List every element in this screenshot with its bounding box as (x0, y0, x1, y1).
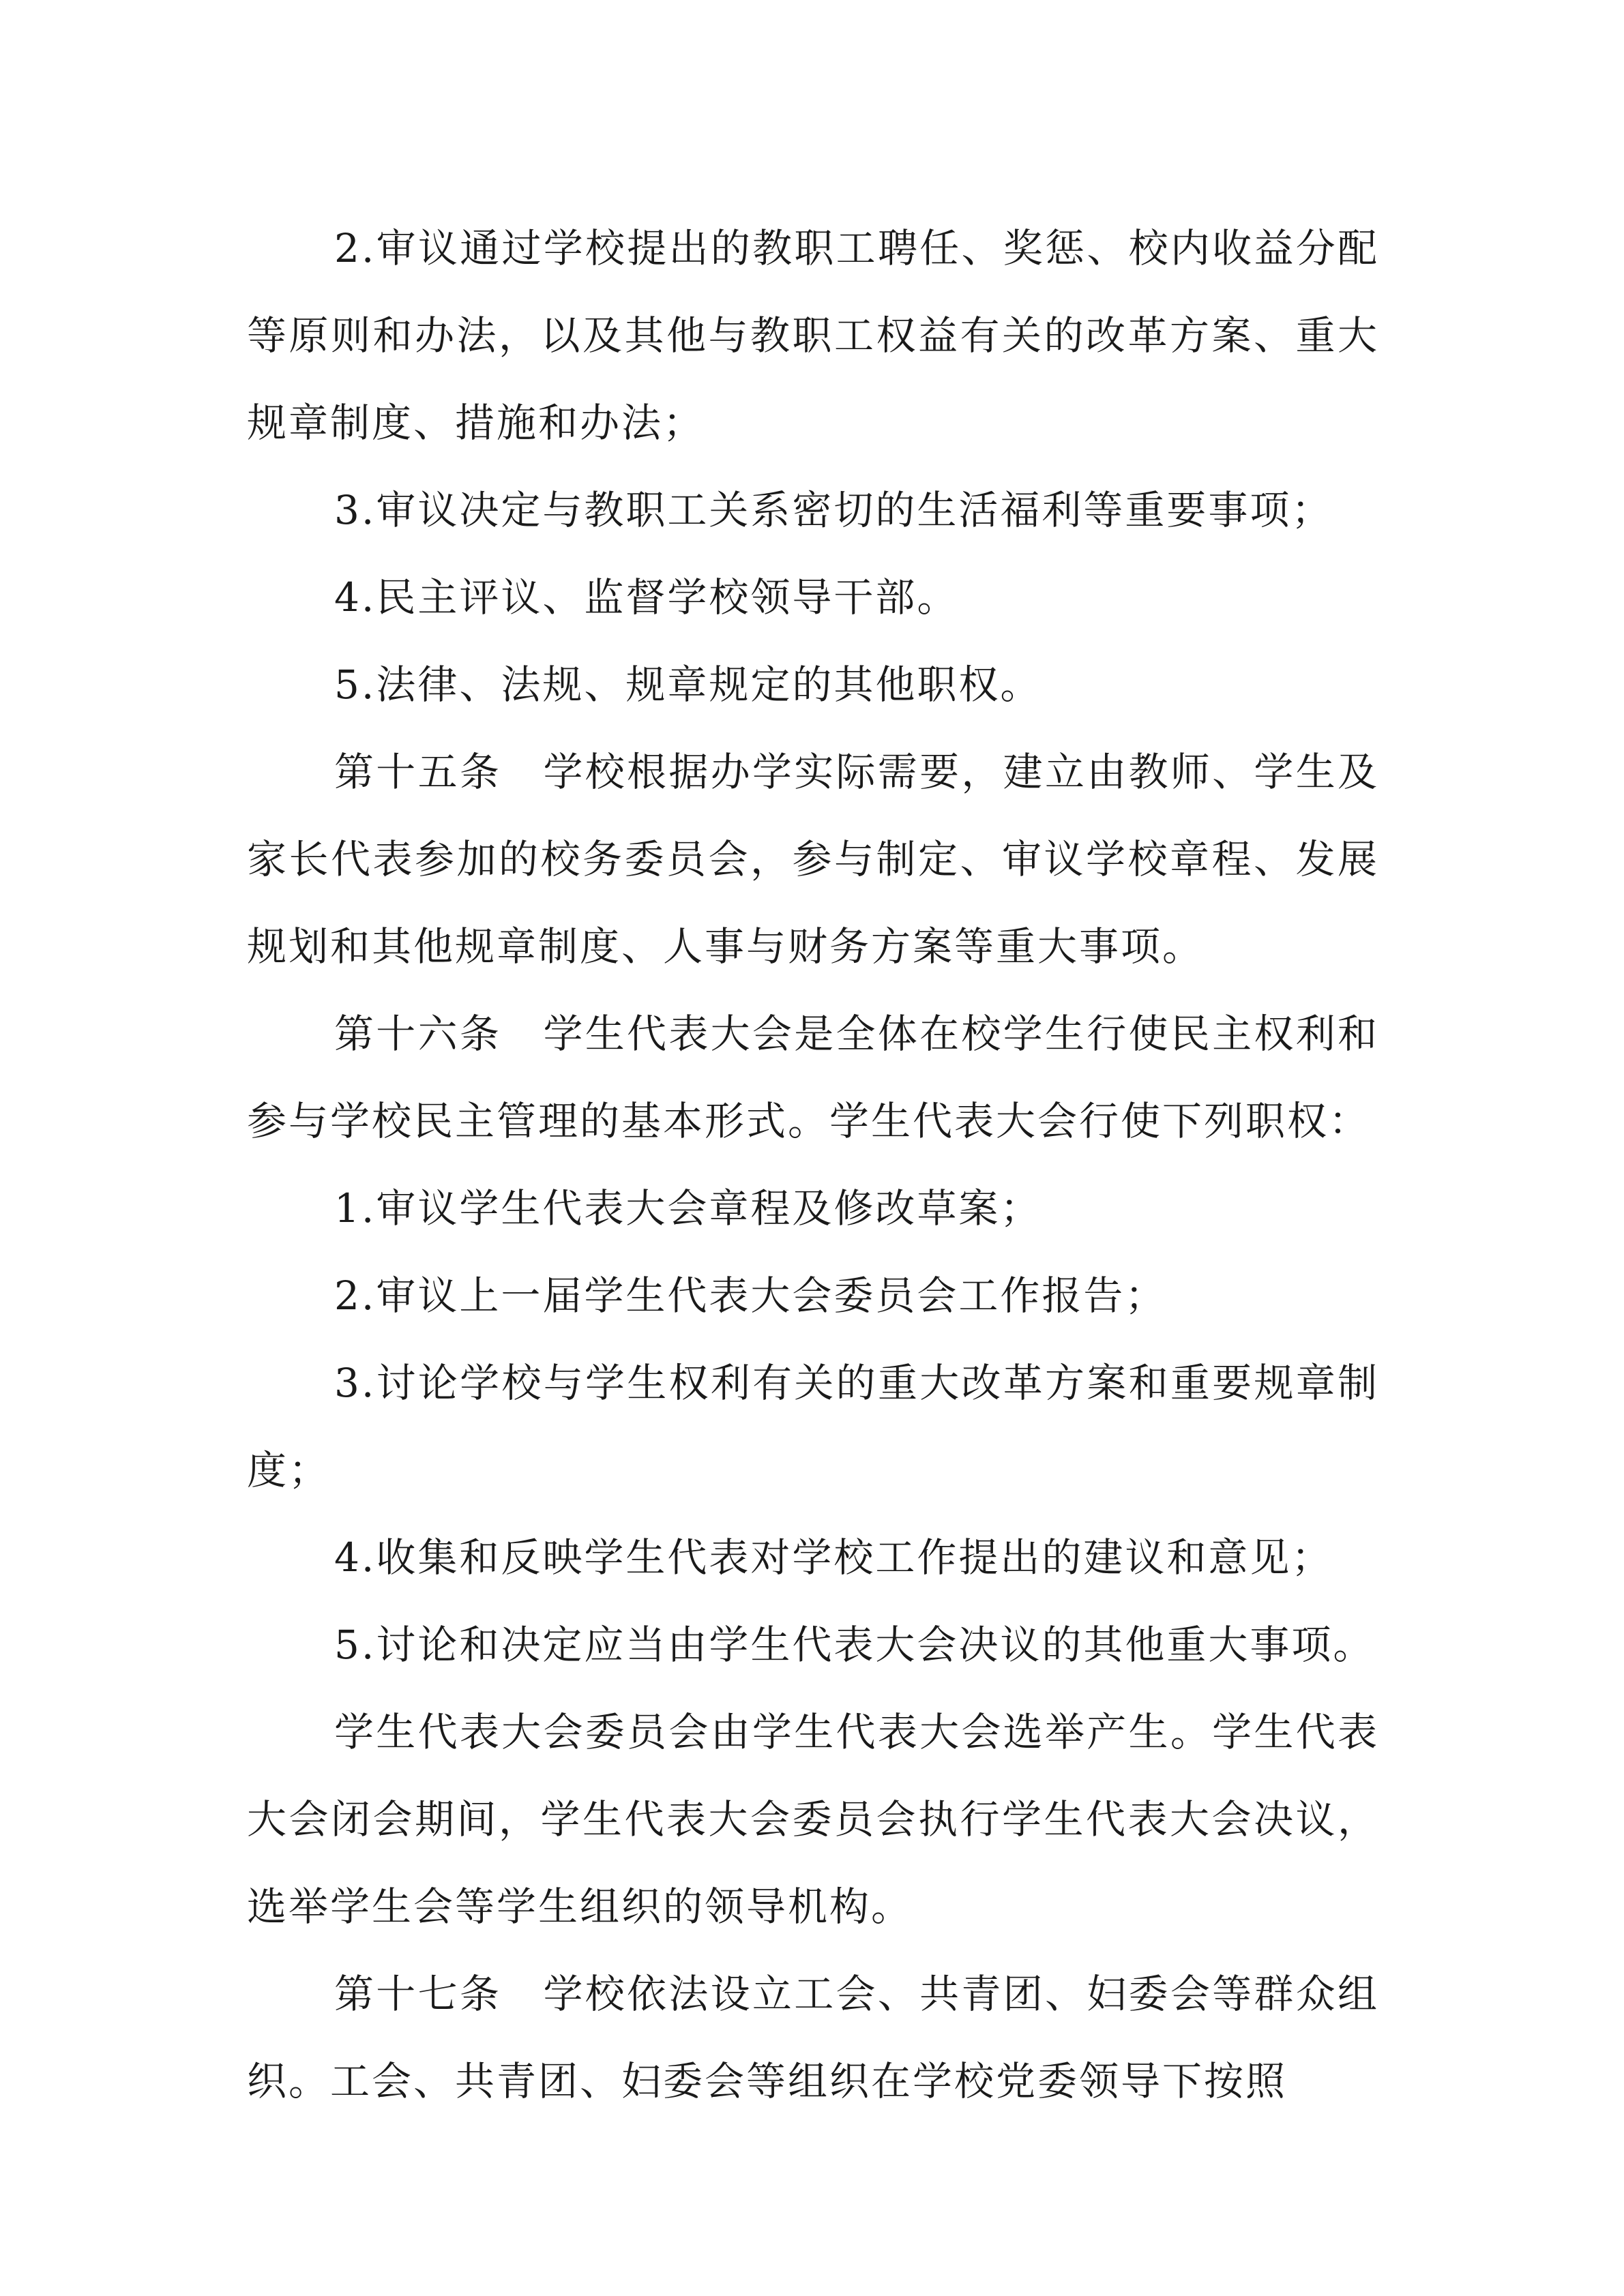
paragraph-article-15: 第十五条 学校根据办学实际需要，建立由教师、学生及家长代表参加的校务委员会，参与制定、审议学校章程、发展规划和其他规章制度、人事与财务方案等重大事项。 (247, 749, 1379, 970)
document-body (247, 205, 1379, 2125)
paragraph-student-item-4: 4.收集和反映学生代表对学校工作提出的建议和意见； (334, 1534, 1333, 1581)
paragraph-article-16: 第十六条 学生代表大会是全体在校学生行使民主权利和参与学校民主管理的基本形式。学生代表大会行使下列职权： (247, 1011, 1379, 1144)
paragraph-student-committee: 学生代表大会委员会由学生代表大会选举产生。学生代表大会闭会期间，学生代表大会委员会执行学生代表大会决议，选举学生会等学生组织的领导机构。 (247, 1709, 1379, 1930)
paragraph-item-5: 5.法律、法规、规章规定的其他职权。 (334, 661, 1042, 708)
paragraph-item-2: 2.审议通过学校提出的教职工聘任、奖惩、校内收益分配等原则和办法，以及其他与教职工权益有关的改革方案、重大规章制度、措施和办法； (247, 225, 1379, 446)
paragraph-article-17: 第十七条 学校依法设立工会、共青团、妇委会等群众组织。工会、共青团、妇委会等组织在学校党委领导下按照 (247, 1971, 1379, 2104)
paragraph-student-item-3: 3.讨论学校与学生权利有关的重大改革方案和重要规章制度； (247, 1360, 1379, 1493)
paragraph-item-4: 4.民主评议、监督学校领导干部。 (334, 574, 959, 621)
paragraph-student-item-2: 2.审议上一届学生代表大会委员会工作报告； (334, 1272, 1167, 1319)
paragraph-item-3: 3.审议决定与教职工关系密切的生活福利等重要事项； (334, 487, 1333, 533)
paragraph-student-item-1: 1.审议学生代表大会章程及修改草案； (334, 1185, 1042, 1232)
paragraph-student-item-5: 5.讨论和决定应当由学生代表大会决议的其他重大事项。 (334, 1622, 1375, 1668)
